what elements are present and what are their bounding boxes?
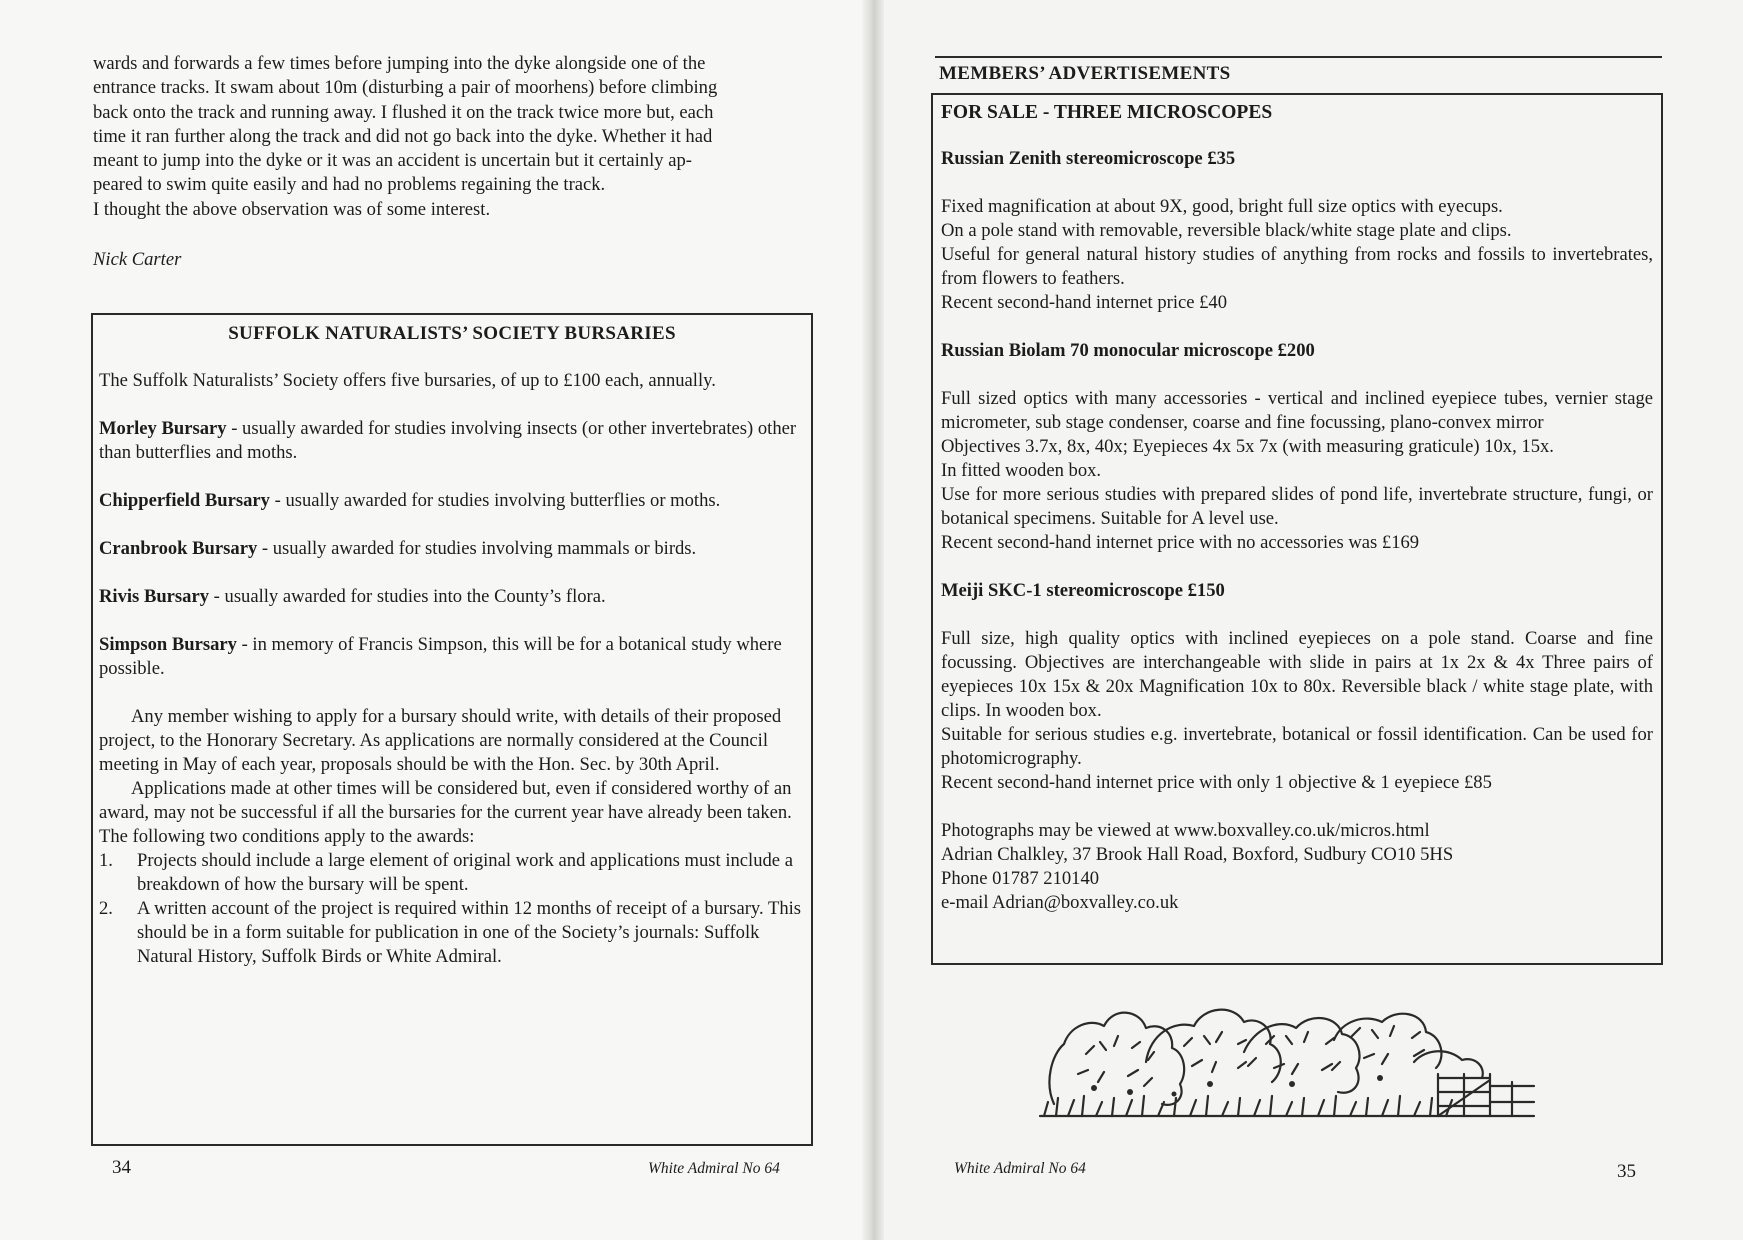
running-title-left: White Admiral No 64 bbox=[648, 1160, 780, 1177]
bursaries-body bbox=[99, 369, 805, 969]
bursary-description: - usually awarded for studies involving insects (or other invertebrates) other than butterflies and moths. bbox=[99, 418, 797, 463]
condition-number: 1. bbox=[99, 850, 113, 871]
ad-title: FOR SALE - THREE MICROSCOPES bbox=[941, 102, 1273, 123]
phone-line: Phone 01787 210140 bbox=[941, 868, 1100, 889]
item-line: Suitable for serious studies e.g. invertebrate, botanical or fossil identification. Can be used for photomicrography. bbox=[941, 724, 1653, 769]
contact-details bbox=[941, 819, 1653, 915]
item-heading-meiji: Meiji SKC-1 stereomicroscope £150 bbox=[941, 580, 1225, 601]
item-line: Recent second-hand internet price with no accessories was £169 bbox=[941, 532, 1420, 553]
condition-item bbox=[99, 897, 805, 969]
bursary-name: Chipperfield Bursary bbox=[99, 490, 270, 511]
bursaries-title: SUFFOLK NATURALISTS’ SOCIETY BURSARIES bbox=[228, 323, 676, 344]
bursary-description: - in memory of Francis Simpson, this will be for a botanical study where possible. bbox=[99, 634, 782, 679]
other-times-paragraph: Applications made at other times will be considered but, even if considered worthy of an award, may not be successful if all the bursaries for the current year have already been taken. bbox=[99, 778, 792, 823]
woodland-hedgerow-sketch-icon bbox=[1034, 992, 1544, 1137]
left-page bbox=[0, 0, 868, 1240]
intro-line: time it ran further along the track and did not go back into the dyke. Whether it had bbox=[93, 125, 713, 147]
bursary-item-simpson bbox=[99, 633, 805, 681]
item-description-zenith bbox=[941, 195, 1653, 315]
author-signature: Nick Carter bbox=[93, 249, 182, 270]
bursary-name: Rivis Bursary bbox=[99, 586, 210, 607]
item-line: Full sized optics with many accessories - vertical and inclined eyepiece tubes, vernier stage micrometer, sub stage condenser, coarse and fine focussing, plano-convex mirror bbox=[941, 388, 1653, 433]
bursary-item-morley bbox=[99, 417, 805, 465]
running-title-right: White Admiral No 64 bbox=[954, 1160, 1086, 1177]
page-number-left: 34 bbox=[112, 1157, 131, 1178]
bursary-item-cranbrook bbox=[99, 537, 805, 561]
advertisement-box bbox=[931, 93, 1663, 965]
bursary-item-rivis bbox=[99, 585, 805, 609]
apply-paragraph: Any member wishing to apply for a bursary should write, with details of their proposed project, to the Honorary Secretary. As applications are normally considered at the Council meeting in May of each year, proposals should be with the Hon. Sec. by 30th April. bbox=[99, 706, 782, 775]
advertisement-body bbox=[941, 101, 1653, 915]
item-heading-zenith: Russian Zenith stereomicroscope £35 bbox=[941, 148, 1236, 169]
bursaries-intro: The Suffolk Naturalists’ Society offers five bursaries, of up to £100 each, annually. bbox=[99, 370, 716, 391]
bursary-item-chipperfield bbox=[99, 489, 805, 513]
bursary-description: - usually awarded for studies involving butterflies or moths. bbox=[269, 490, 721, 511]
item-line: Use for more serious studies with prepared slides of pond life, invertebrate structure, fungi, or botanical specimens. Suitable for A level use. bbox=[941, 484, 1653, 529]
item-line: Objectives 3.7x, 8x, 40x; Eyepieces 4x 5x 7x (with measuring graticule) 10x, 15x. bbox=[941, 436, 1554, 457]
condition-text: A written account of the project is required within 12 months of receipt of a bursary. This should be in a form suitable for publication in one of the Society’s journals: Suffolk Natural History, Suffolk Birds or White Admiral. bbox=[137, 898, 802, 967]
top-rule bbox=[935, 56, 1662, 58]
item-line: In fitted wooden box. bbox=[941, 460, 1102, 481]
condition-number: 2. bbox=[99, 898, 113, 919]
bursary-name: Cranbrook Bursary bbox=[99, 538, 258, 559]
bursaries-box bbox=[91, 313, 813, 1146]
conditions-list bbox=[99, 849, 805, 969]
item-line: On a pole stand with removable, reversible black/white stage plate and clips. bbox=[941, 220, 1512, 241]
bursary-name: Morley Bursary bbox=[99, 418, 227, 439]
intro-line: meant to jump into the dyke or it was an accident is uncertain but it certainly ap- bbox=[93, 150, 692, 172]
photos-link-line: Photographs may be viewed at www.boxvalley.co.uk/micros.html bbox=[941, 820, 1430, 841]
bursary-name: Simpson Bursary bbox=[99, 634, 237, 655]
book-gutter bbox=[862, 0, 884, 1240]
bursary-description: - usually awarded for studies into the County’s flora. bbox=[209, 586, 606, 607]
email-line: e-mail Adrian@boxvalley.co.uk bbox=[941, 892, 1179, 913]
intro-line: entrance tracks. It swam about 10m (disturbing a pair of moorhens) before climbing bbox=[93, 77, 718, 99]
section-heading: MEMBERS’ ADVERTISEMENTS bbox=[939, 63, 1231, 84]
bursary-description: - usually awarded for studies involving mammals or birds. bbox=[257, 538, 697, 559]
item-description-meiji bbox=[941, 627, 1653, 795]
intro-line: I thought the above observation was of some interest. bbox=[93, 198, 491, 220]
item-line: Useful for general natural history studies of anything from rocks and fossils to invertebrates, from flowers to feathers. bbox=[941, 244, 1653, 289]
item-heading-biolam: Russian Biolam 70 monocular microscope £200 bbox=[941, 340, 1315, 361]
intro-line: wards and forwards a few times before jumping into the dyke alongside one of the bbox=[93, 53, 706, 74]
address-line: Adrian Chalkley, 37 Brook Hall Road, Boxford, Sudbury CO10 5HS bbox=[941, 844, 1454, 865]
item-line: Recent second-hand internet price £40 bbox=[941, 292, 1228, 313]
item-line: Recent second-hand internet price with only 1 objective & 1 eyepiece £85 bbox=[941, 772, 1492, 793]
condition-item bbox=[99, 849, 805, 897]
item-line: Full size, high quality optics with inclined eyepieces on a pole stand. Coarse and fine focussing. Objectives are interchangeable with slide in pairs at 1x 2x & 4x Three pairs of eyepieces 10x 15x & 20x Magnification 10x to 80x. Reversible black / white stage plate, with clips. In wooden box. bbox=[941, 628, 1653, 721]
item-line: Fixed magnification at about 9X, good, bright full size optics with eyecups. bbox=[941, 196, 1503, 217]
intro-line: back onto the track and running away. I flushed it on the track twice more but, each bbox=[93, 101, 714, 123]
item-description-biolam bbox=[941, 387, 1653, 555]
condition-text: Projects should include a large element of original work and applications must include a breakdown of how the bursary will be spent. bbox=[137, 850, 793, 895]
intro-line: peared to swim quite easily and had no problems regaining the track. bbox=[93, 174, 606, 196]
page-number-right: 35 bbox=[1617, 1161, 1636, 1182]
conditions-intro: The following two conditions apply to the awards: bbox=[99, 826, 475, 847]
article-continuation bbox=[93, 52, 811, 222]
